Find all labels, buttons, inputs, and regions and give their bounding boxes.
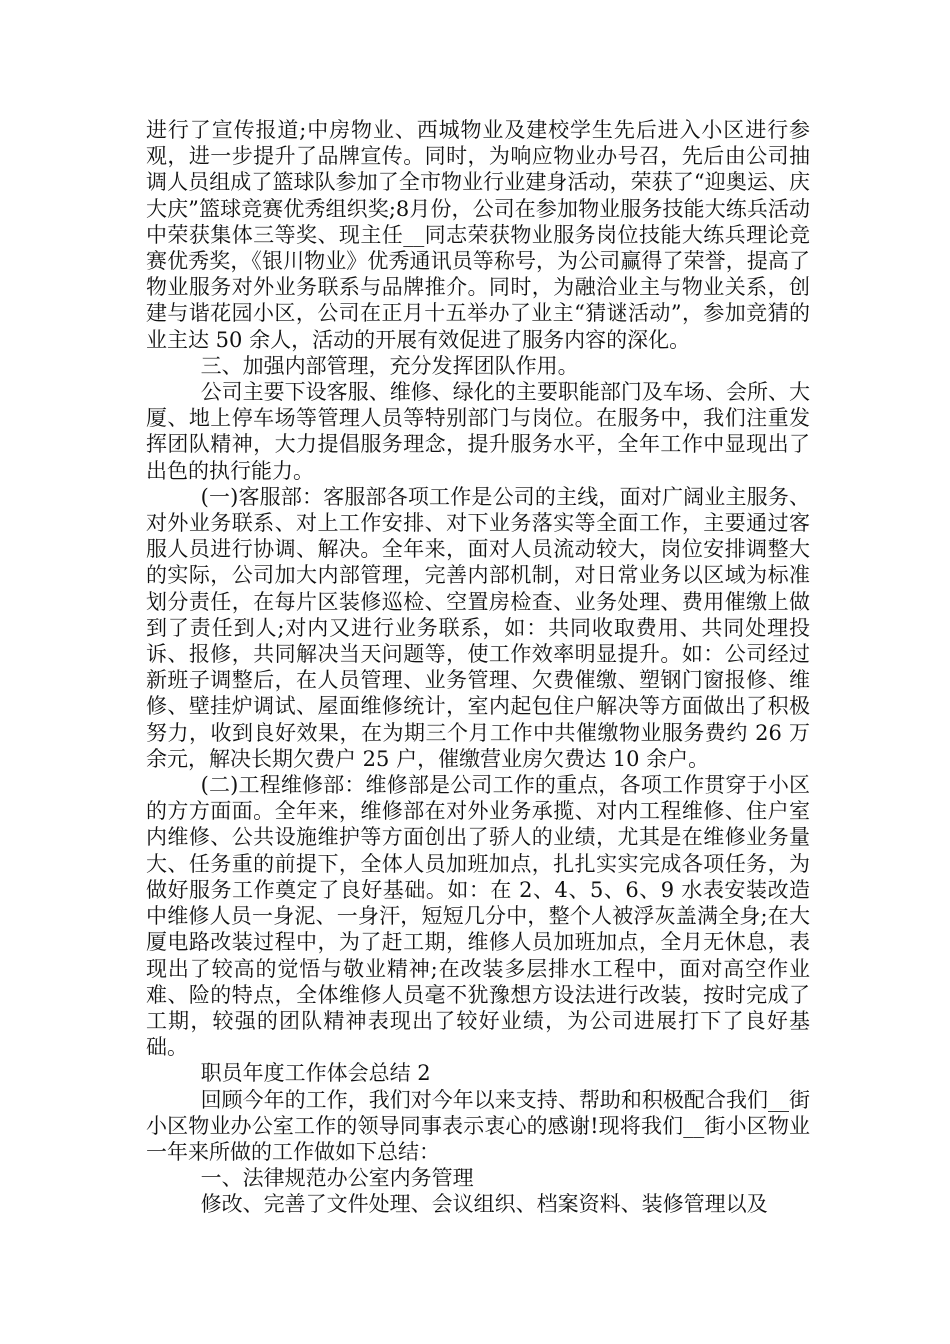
- paragraph-review: 回顾今年的工作，我们对今年以来支持、帮助和积极配合我们__街小区物业办公室工作的领导同事表示衷心的感谢!现将我们__街小区物业一年来所做的工作做如下总结：: [146, 1087, 810, 1164]
- section-heading-internal-management: 三、加强内部管理，充分发挥团队作用。: [200, 353, 579, 378]
- section-heading-summary-2: 职员年度工作体会总结 2: [200, 1061, 431, 1086]
- paragraph-brand-promotion: 进行了宣传报道;中房物业、西城物业及建校学生先后进入小区进行参观，进一步提升了品牌宣传。同时，为响应物业办号召，先后由公司抽调人员组成了篮球队参加了全市物业行业建身活动，荣获了“迎奥运、庆大庆”篮球竞赛优秀组织奖;8月份，公司在参加物业服务技能大练兵活动中荣获集体三等奖、现主任__同志荣获物业服务岗位技能大练兵理论竞赛优秀奖，《银川物业》优秀通讯员等称号，为公司赢得了荣誉，提高了物业服务对外业务联系与品牌推介。同时，为融洽业主与物业关系，创建与谐花园小区，公司在正月十五举办了业主“猜谜活动”，参加竞猜的业主达 50 余人，活动的开展有效促进了服务内容的深化。: [146, 118, 810, 352]
- section-heading-office-management: 一、法律规范办公室内务管理: [200, 1166, 474, 1191]
- document-page: [146, 117, 810, 1218]
- paragraph-revisions: 修改、完善了文件处理、会议组织、档案资料、装修管理以及: [200, 1192, 768, 1217]
- paragraph-departments: 公司主要下设客服、维修、绿化的主要职能部门及车场、会所、大厦、地上停车场等管理人员等特别部门与岗位。在服务中，我们注重发挥团队精神，大力提倡服务理念，提升服务水平，全年工作中显现出了出色的执行能力。: [146, 380, 810, 483]
- paragraph-maintenance: (二)工程维修部：维修部是公司工作的重点，各项工作贯穿于小区的方方面面。全年来，维修部在对外业务承揽、对内工程维修、住户室内维修、公共设施维护等方面创出了骄人的业绩，尤其是在维修业务量大、任务重的前提下，全体人员加班加点，扎扎实实完成各项任务，为做好服务工作奠定了良好基础。如：在 2、4、5、6、9 水表安装改造中维修人员一身泥、一身汗，短短几分中，整个人被浮灰盖满全身;在大厦电路改装过程中，为了赶工期，维修人员加班加点，全月无休息，表现出了较高的觉悟与敬业精神;在改装多层排水工程中，面对高空作业难、险的特点，全体维修人员毫不犹豫想方设法进行改装，按时完成了工期，较强的团队精神表现出了较好业绩，为公司进展打下了良好基础。: [146, 773, 810, 1060]
- paragraph-customer-service: (一)客服部：客服部各项工作是公司的主线，面对广阔业主服务、对外业务联系、对上工作安排、对下业务落实等全面工作，主要通过客服人员进行协调、解决。全年来，面对人员流动较大，岗位安排调整大的实际，公司加大内部管理，完善内部机制，对日常业务以区域为标准划分责任，在每片区装修巡检、空置房检查、业务处理、费用催缴上做到了责任到人;对内又进行业务联系，如：共同收取费用、共同处理投诉、报修，共同解决当天问题等，使工作效率明显提升。如：公司经过新班子调整后，在人员管理、业务管理、欠费催缴、塑钢门窗报修、维修、壁挂炉调试、屋面维修统计，室内起包住户解决等方面做出了积极努力，收到良好效果，在为期三个月工作中共催缴物业服务费约 26 万余元，解决长期欠费户 25 户，催缴营业房欠费达 10 余户。: [146, 484, 810, 771]
